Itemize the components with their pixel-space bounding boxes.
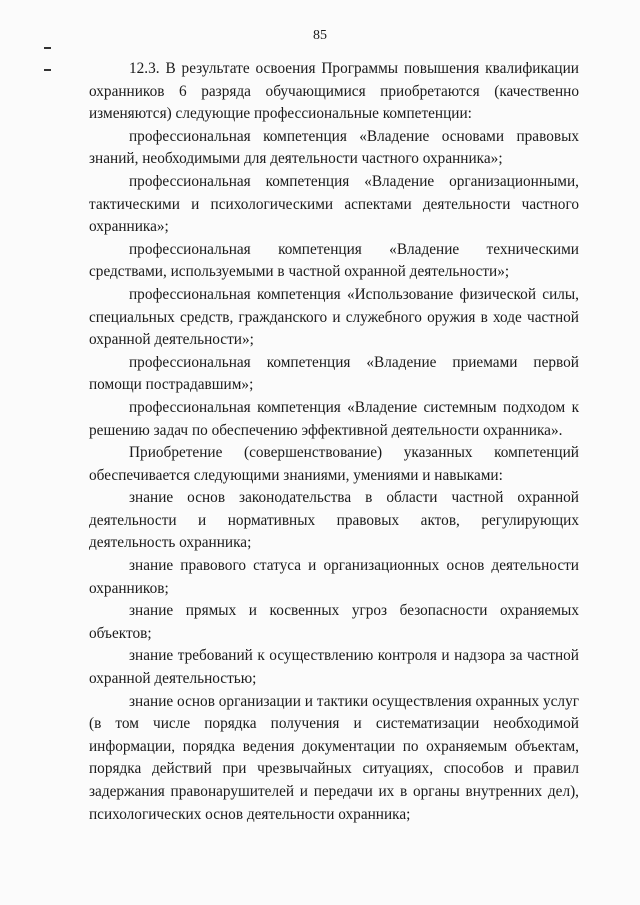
body-text — [89, 58, 579, 826]
paragraph-competence-technical: профессиональная компетенция «Владение техническими средствами, используемыми в частной охранной деятельности»; — [89, 240, 579, 281]
paragraph-knowledge-tactics: знание основ организации и тактики осуществления охранных услуг (в том числе порядка получения и систематизации необходимой информации, порядка ведения документации по охраняемым объектам, порядка действий при чрезвычайных ситуациях, способов и правил задержания правонарушителей и передачи их в органы внутренних дел), психологических основ деятельности охранника; — [89, 692, 579, 823]
paragraph-competence-first-aid: профессиональная компетенция «Владение приемами первой помощи пострадавшим»; — [89, 353, 579, 394]
paragraph-competence-systemic: профессиональная компетенция «Владение системным подходом к решению задач по обеспечению эффективной деятельности охранника». — [89, 398, 579, 439]
paragraph-competence-legal: профессиональная компетенция «Владение основами правовых знаний, необходимыми для деятельности частного охранника»; — [89, 127, 579, 168]
paragraph-competence-force: профессиональная компетенция «Использование физической силы, специальных средств, гражданского и служебного оружия в ходе частной охранной деятельности»; — [89, 285, 579, 349]
paragraph-competence-tactical: профессиональная компетенция «Владение организационными, тактическими и психологическими аспектами деятельности частного охранника»; — [89, 172, 579, 236]
paragraph-knowledge-control: знание требований к осуществлению контроля и надзора за частной охранной деятельностью; — [89, 647, 579, 688]
paragraph-knowledge-status: знание правового статуса и организационных основ деятельности охранников; — [89, 557, 579, 597]
paragraph-knowledge-threats: знание прямых и косвенных угроз безопасности охраняемых объектов; — [89, 602, 579, 642]
paragraph-intro: 12.3. В результате освоения Программы повышения квалификации охранников 6 разряда обучающимися приобретаются (качественно изменяются) следующие профессиональные компетенции: — [89, 60, 579, 123]
paragraph-acquisition: Приобретение (совершенствование) указанных компетенций обеспечивается следующими знаниями, умениями и навыками: — [89, 444, 579, 484]
paragraph-knowledge-legislation: знание основ законодательства в области частной охранной деятельности и нормативных правовых актов, регулирующих деятельность охранника; — [89, 489, 579, 552]
page-number: 85 — [313, 28, 327, 43]
margin-mark — [44, 47, 51, 49]
margin-mark — [44, 69, 51, 71]
